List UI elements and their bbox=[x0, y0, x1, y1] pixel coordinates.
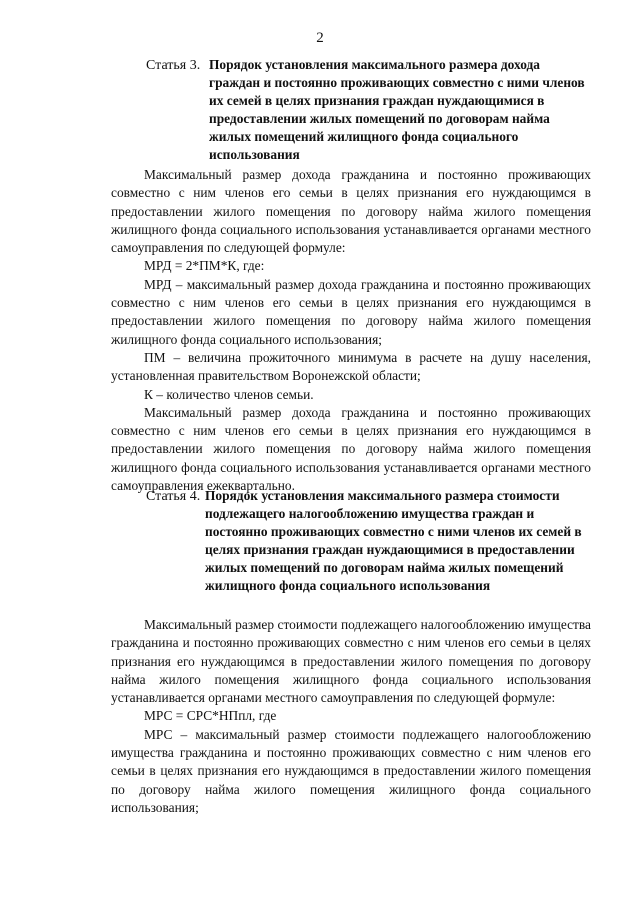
paragraph: Максимальный размер дохода гражданина и постоянно проживающих совместно с ним членов его семьи в целях признания его нуждающимся в предоставлении жилого помещения по договору найма жилого помещения жилищного фонда социального использования устанавливается органами местного самоуправления по следующей формуле: bbox=[111, 167, 591, 256]
article-3-label: Статья 3. bbox=[146, 58, 201, 73]
paragraph: МРД – максимальный размер дохода гражданина и постоянно проживающих совместно с ним членов его семьи в целях признания его нуждающимся в предоставлении жилого помещения по договору найма жилого помещения жилищного фонда социального использования; bbox=[111, 276, 591, 347]
article-4-label: Статья 4. bbox=[146, 489, 201, 504]
paragraph: ПМ – величина прожиточного минимума в расчете на душу населения, установленная правительством Воронежской области; bbox=[111, 349, 591, 384]
paragraph: МРС – максимальный размер стоимости подлежащего налогообложению имущества гражданина и постоянно проживающих совместно с ним членов его семьи в целях признания его нуждающимся в предоставлении жилого помещения по договору найма жилого помещения жилищного фонда социального использования; bbox=[111, 726, 591, 815]
article-3-body bbox=[111, 166, 591, 495]
formula-mrd: МРД = 2*ПМ*К, где: bbox=[144, 258, 265, 274]
article-4-body bbox=[111, 616, 591, 817]
paragraph: Максимальный размер стоимости подлежащего налогообложению имущества гражданина и постоянно проживающих совместно с ним членов его семьи в целях признания его нуждающимся в предоставлении жилого помещения по договору найма жилого помещения жилищного фонда социального использования устанавливается органами местного самоуправления по следующей формуле: bbox=[111, 617, 591, 706]
formula-mrs: МРС = СРС*НПпл, где bbox=[144, 708, 277, 724]
article-4-title: Порядок установления максимального размера стоимости подлежащего налогообложению имущества граждан и постоянно проживающих совместно с ними членов их семей в целях признания граждан нуждающимися в предоставлении жилых помещений по договорам найма жилых помещений жилищного фонда социального использования bbox=[205, 488, 582, 594]
paragraph: Максимальный размер дохода гражданина и постоянно проживающих совместно с ним членов его семьи в целях признания его нуждающимся в предоставлении жилого помещения по договору найма жилого помещения жилищного фонда социального использования устанавливается органами местного самоуправления ежеквартально. bbox=[111, 404, 591, 494]
page-number: 2 bbox=[316, 30, 324, 46]
paragraph: К – количество членов семьи. bbox=[144, 386, 314, 402]
article-3-title: Порядок установления максимального размера дохода граждан и постоянно проживающих совместно с ними членов их семей в целях признания граждан нуждающимися в предоставлении жилых помещений по договорам найма жилых помещений жилищного фонда социального использования bbox=[209, 57, 585, 163]
